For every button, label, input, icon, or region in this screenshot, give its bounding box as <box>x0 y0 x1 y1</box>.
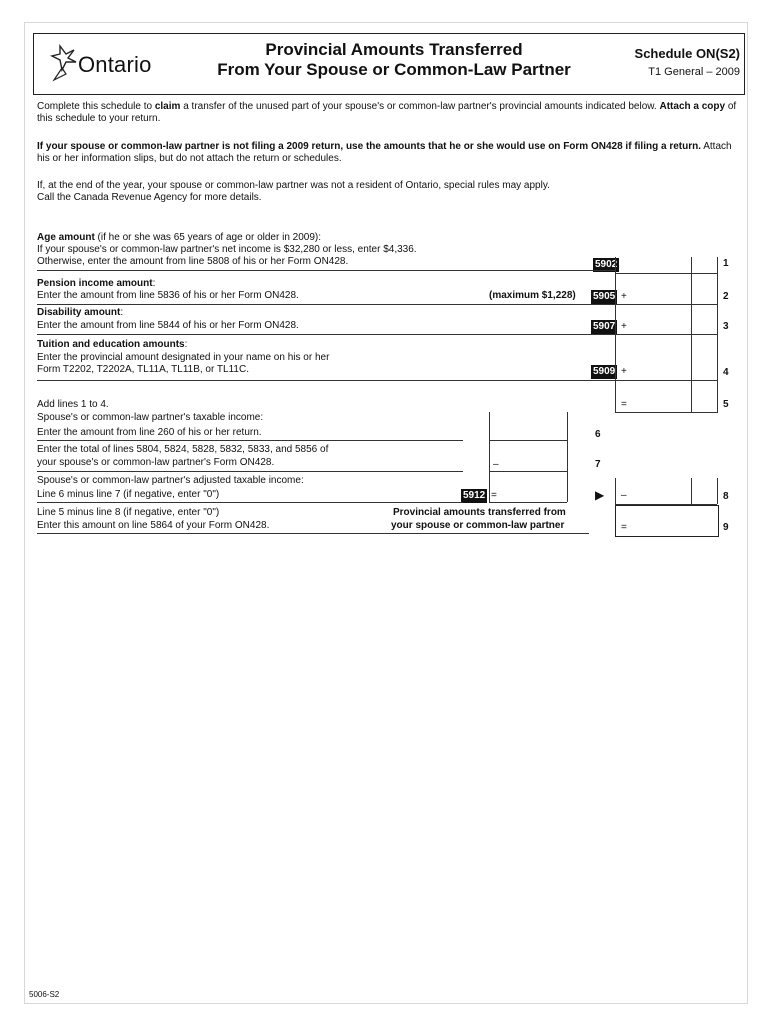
taxable-income-text-1: Spouse's or common-law partner's taxable income: <box>37 412 264 423</box>
line-number-4: 4 <box>723 367 729 378</box>
line-9-text-1: Line 5 minus line 8 (if negative, enter "0") <box>37 507 220 518</box>
total-lines-text-2: your spouse's or common-law partner's Form ON428. <box>37 457 275 468</box>
line-code-5905: 5905 <box>593 291 616 302</box>
line-code-5907: 5907 <box>593 321 616 332</box>
age-amount-text-3: Otherwise, enter the amount from line 5808 of his or her Form ON428. <box>37 256 349 267</box>
ontario-wordmark: Ontario <box>78 52 152 77</box>
line-number-7: 7 <box>595 459 601 470</box>
disability-amount-title: Disability amount: <box>37 307 124 318</box>
tuition-amount-text-2: Enter the provincial amount designated in your name on his or her <box>37 352 330 363</box>
schedule-id: Schedule ON(S2) <box>634 46 740 61</box>
line-number-1: 1 <box>723 258 729 269</box>
plus-sign: + <box>621 321 627 332</box>
line-8a-input[interactable] <box>489 502 567 503</box>
line-7-input[interactable] <box>489 471 567 472</box>
disability-amount-text: Enter the amount from line 5844 of his or her Form ON428. <box>37 320 299 331</box>
age-amount-title: Age amount (if he or she was 65 years of age or older in 2009): <box>37 232 322 243</box>
total-lines-text-1: Enter the total of lines 5804, 5824, 5828, 5832, 5833, and 5856 of <box>37 444 329 455</box>
line-number-3: 3 <box>723 321 729 332</box>
plus-sign: + <box>621 366 627 377</box>
line-number-9: 9 <box>723 522 729 533</box>
line-5-input[interactable] <box>615 412 717 413</box>
general-label: T1 General – 2009 <box>648 66 740 78</box>
form-page <box>24 22 748 1004</box>
line-code-5902: 5902 <box>595 259 618 270</box>
line-number-5: 5 <box>723 399 729 410</box>
form-code: 5006-S2 <box>29 990 60 999</box>
line-9-text-2: Enter this amount on line 5864 of your Form ON428. <box>37 520 270 531</box>
line-number-2: 2 <box>723 291 729 302</box>
line-number-6: 6 <box>595 429 601 440</box>
pension-amount-title: Pension income amount: <box>37 278 156 289</box>
taxable-income-text-2: Enter the amount from line 260 of his or her return. <box>37 427 262 438</box>
transferred-label-2: your spouse or common-law partner <box>391 520 565 531</box>
adjusted-income-text-1: Spouse's or common-law partner's adjusted taxable income: <box>37 475 304 486</box>
tuition-amount-text-3: Form T2202, T2202A, TL11A, TL11B, or TL11C. <box>37 364 249 375</box>
transferred-label-1: Provincial amounts transferred from <box>393 507 566 518</box>
minus-sign: – <box>493 459 499 470</box>
intro-paragraph-2: If your spouse or common-law partner is not filing a 2009 return, use the amounts that he or she would use on Form ON428 if filing a return. Attach his or her information slips, but do not attach the return or schedules. <box>37 141 732 164</box>
line-2-input[interactable] <box>615 304 717 305</box>
equals-sign: = <box>621 522 627 533</box>
line-code-5912: 5912 <box>463 490 486 501</box>
add-lines-text: Add lines 1 to 4. <box>37 399 109 410</box>
title-line-2: From Your Spouse or Common-Law Partner <box>217 60 571 79</box>
form-title <box>194 40 594 80</box>
line-code-5909: 5909 <box>593 366 616 377</box>
intro-paragraph-3: If, at the end of the year, your spouse or common-law partner was not a resident of Ontario, special rules may apply. Call the Canada Revenue Agency for more details. <box>37 180 550 203</box>
line-number-8: 8 <box>723 491 729 502</box>
title-line-1: Provincial Amounts Transferred <box>265 40 523 59</box>
line-4-input[interactable] <box>615 380 717 381</box>
pension-maximum: (maximum $1,228) <box>489 290 576 301</box>
form-header <box>33 33 745 95</box>
age-amount-text-2: If your spouse's or common-law partner's net income is $32,280 or less, enter $4,336. <box>37 244 417 255</box>
pension-amount-text: Enter the amount from line 5836 of his or her Form ON428. <box>37 290 299 301</box>
line-9-input[interactable] <box>615 505 719 537</box>
line-6-input[interactable] <box>489 440 567 441</box>
minus-sign: – <box>621 490 627 501</box>
arrow-right-icon: ▶ <box>595 488 605 502</box>
adjusted-income-text-2: Line 6 minus line 7 (if negative, enter "0") <box>37 489 220 500</box>
plus-sign: + <box>621 291 627 302</box>
line-1-input[interactable] <box>615 273 717 274</box>
intro-paragraph-1: Complete this schedule to claim a transfer of the unused part of your spouse's or common-law partner's provincial amounts indicated below. Attach a copy of this schedule to your return. <box>37 101 737 124</box>
tuition-amount-title: Tuition and education amounts: <box>37 339 188 350</box>
equals-sign: = <box>491 490 497 501</box>
line-3-input[interactable] <box>615 334 717 335</box>
equals-sign: = <box>621 399 627 410</box>
